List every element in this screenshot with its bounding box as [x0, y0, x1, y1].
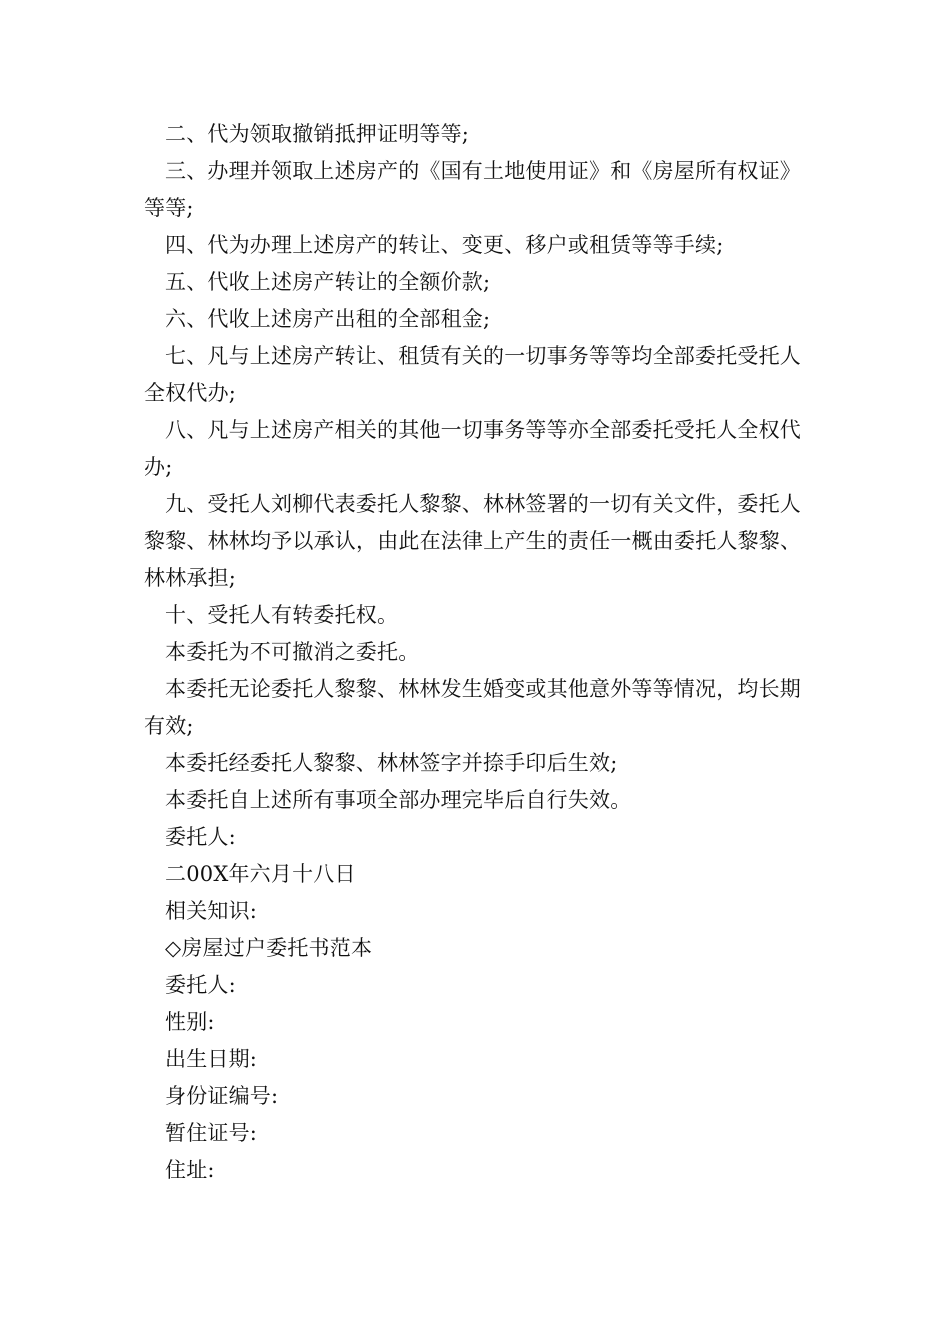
clause-2: 二、代为领取撤销抵押证明等等; — [165, 122, 470, 146]
field-residence-permit: 暂住证号: — [165, 1121, 258, 1145]
template-title: ◇房屋过户委托书范本 — [165, 936, 373, 960]
effective-statement: 本委托经委托人黎黎、林林签字并捺手印后生效; — [165, 751, 618, 775]
clause-8: 八、凡与上述房产相关的其他一切事务等等亦全部委托受托人全权代办; — [144, 418, 801, 479]
expiry-statement: 本委托自上述所有事项全部办理完毕后自行失效。 — [165, 788, 632, 812]
related-knowledge-heading: 相关知识: — [165, 899, 258, 923]
clause-10: 十、受托人有转委托权。 — [165, 603, 399, 627]
irrevocable-statement: 本委托为不可撤消之委托。 — [165, 640, 420, 664]
validity-statement: 本委托无论委托人黎黎、林林发生婚变或其他意外等等情况，均长期有效; — [144, 677, 801, 738]
principal-signature-label: 委托人: — [165, 825, 236, 849]
field-principal: 委托人: — [165, 973, 236, 997]
clause-5: 五、代收上述房产转让的全额价款; — [165, 270, 491, 294]
field-birth-date: 出生日期: — [165, 1047, 258, 1071]
field-gender: 性别: — [165, 1010, 215, 1034]
document-body — [144, 116, 808, 1189]
signing-date: 二00X年六月十八日 — [165, 862, 356, 886]
field-id-number: 身份证编号: — [165, 1084, 279, 1108]
clause-3: 三、办理并领取上述房产的《国有土地使用证》和《房屋所有权证》等等; — [144, 159, 801, 220]
field-address: 住址: — [165, 1158, 215, 1182]
clause-6: 六、代收上述房产出租的全部租金; — [165, 307, 491, 331]
clause-4: 四、代为办理上述房产的转让、变更、移户或租赁等等手续; — [165, 233, 724, 257]
clause-7: 七、凡与上述房产转让、租赁有关的一切事务等等均全部委托受托人全权代办; — [144, 344, 801, 405]
clause-9: 九、受托人刘柳代表委托人黎黎、林林签署的一切有关文件，委托人黎黎、林林均予以承认，由此在法律上产生的责任一概由委托人黎黎、林林承担; — [144, 492, 802, 590]
